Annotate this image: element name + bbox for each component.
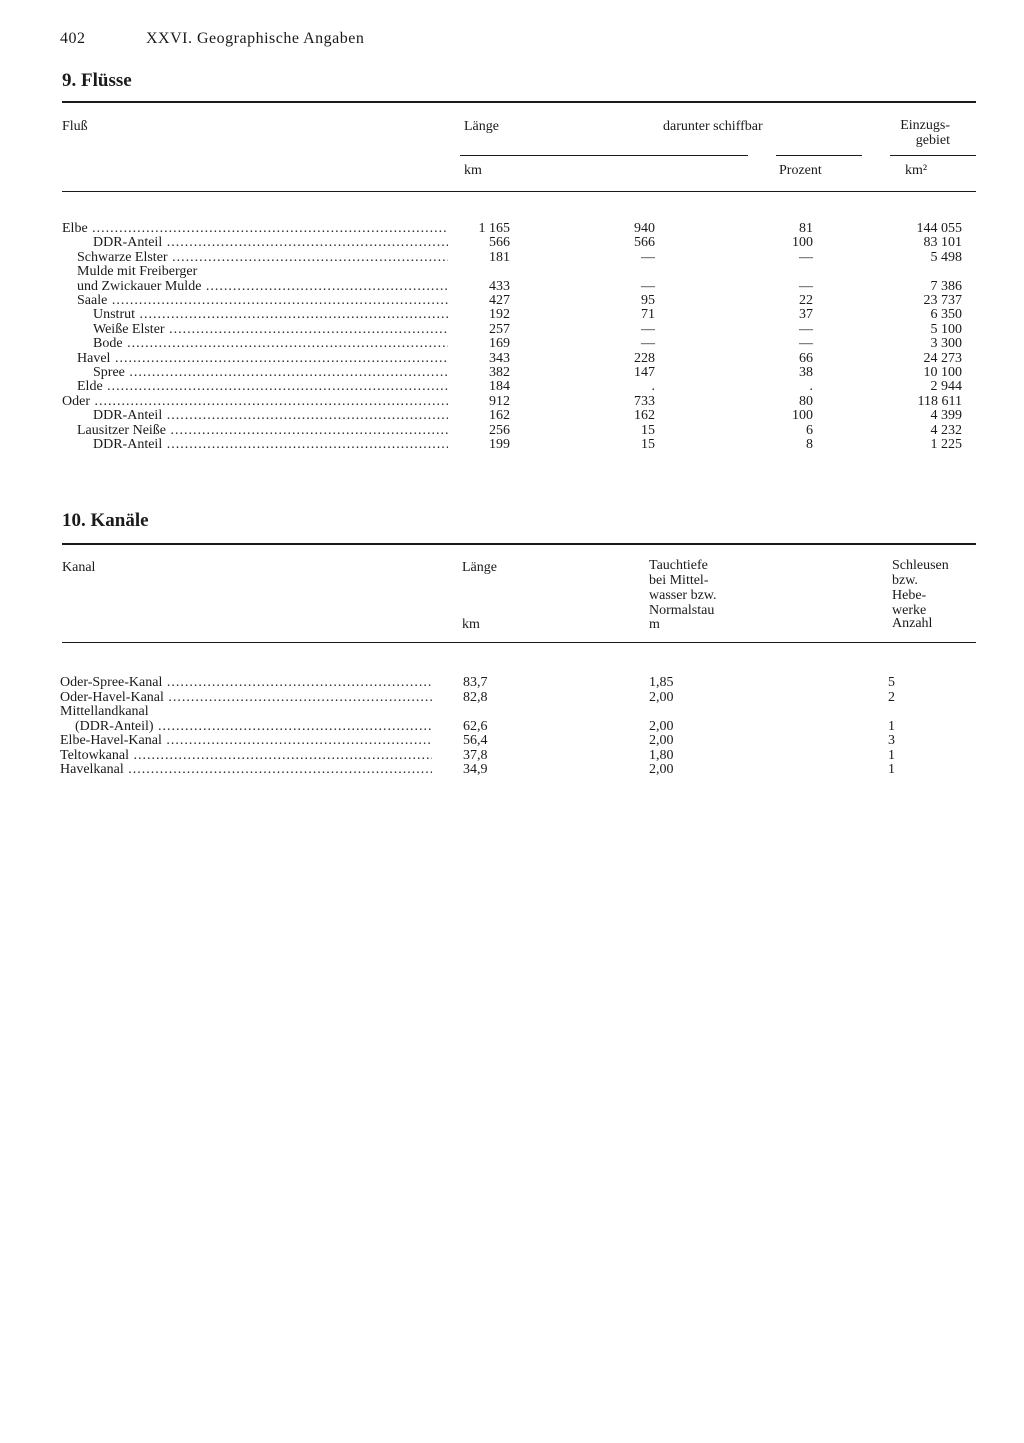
river-length: 427 xyxy=(489,293,510,308)
river-navigable-percent: 22 xyxy=(799,293,813,308)
canals-section-title: 10. Kanäle xyxy=(62,510,149,531)
rivers-header-rule-length xyxy=(460,155,748,156)
river-navigable-km: 71 xyxy=(641,307,655,323)
table-row xyxy=(0,280,1024,294)
river-navigable-percent: 6 xyxy=(806,422,813,438)
canal-locks: 2 xyxy=(888,689,895,705)
rivers-unit-length: km xyxy=(464,163,482,178)
rivers-section-title: 9. Flüsse xyxy=(62,70,132,91)
river-navigable-km: 162 xyxy=(634,408,655,424)
river-name: Weiße Elster ..... xyxy=(93,323,448,337)
rivers-header-name: Fluß xyxy=(62,119,88,134)
canal-depth: 2,00 xyxy=(649,689,674,705)
canals-header-name: Kanal xyxy=(62,560,96,575)
canal-name: Elbe-Havel-Kanal ..... xyxy=(60,734,432,748)
table-row xyxy=(0,438,1024,452)
canal-depth: 2,00 xyxy=(649,762,674,777)
river-basin: 83 101 xyxy=(923,235,962,251)
canal-locks: 1 xyxy=(888,747,895,763)
page-number: 402 xyxy=(60,30,86,47)
canal-depth: 2,00 xyxy=(649,718,674,734)
canal-length: 56,4 xyxy=(463,733,488,748)
canal-locks: 5 xyxy=(888,675,895,690)
river-length: 566 xyxy=(489,235,510,251)
river-navigable-percent: — xyxy=(799,336,813,352)
canals-unit-length: km xyxy=(462,617,480,632)
river-name: DDR-Anteil ..... xyxy=(93,409,448,423)
river-navigable-km: — xyxy=(641,249,655,265)
table-row xyxy=(0,395,1024,409)
table-row xyxy=(0,337,1024,351)
river-basin: 24 273 xyxy=(923,350,962,366)
river-navigable-km: — xyxy=(641,321,655,337)
river-navigable-percent: — xyxy=(799,321,813,337)
river-navigable-km: 95 xyxy=(641,293,655,308)
canal-locks: 3 xyxy=(888,733,895,748)
river-length: 169 xyxy=(489,336,510,352)
river-length: 256 xyxy=(489,422,510,438)
river-basin: 6 350 xyxy=(930,307,962,323)
rivers-header-rule-basin xyxy=(890,155,976,156)
river-navigable-km: — xyxy=(641,278,655,294)
river-navigable-percent: 8 xyxy=(806,437,813,452)
river-name: Bode ..... xyxy=(93,337,448,351)
canal-locks: 1 xyxy=(888,762,895,777)
river-basin: 144 055 xyxy=(916,221,962,236)
river-length: 162 xyxy=(489,408,510,424)
canal-length: 83,7 xyxy=(463,675,488,690)
table-row xyxy=(0,323,1024,337)
river-name: Oder ..... xyxy=(62,395,448,409)
table-row xyxy=(0,236,1024,250)
canal-length: 82,8 xyxy=(463,689,488,705)
table-row xyxy=(0,691,1024,705)
table-row xyxy=(0,424,1024,438)
table-row xyxy=(0,352,1024,366)
river-navigable-percent: 100 xyxy=(792,408,813,424)
canals-unit-locks: Anzahl xyxy=(892,616,933,631)
canal-locks: 1 xyxy=(888,718,895,734)
river-navigable-percent: 38 xyxy=(799,365,813,380)
table-row xyxy=(0,720,1024,734)
canal-name: Teltowkanal ..... xyxy=(60,749,432,763)
river-navigable-km: 228 xyxy=(634,350,655,366)
river-basin: 5 498 xyxy=(930,249,962,265)
table-row xyxy=(0,308,1024,322)
river-basin: 2 944 xyxy=(930,379,962,395)
river-navigable-km: 15 xyxy=(641,437,655,452)
canals-header-length: Länge xyxy=(462,560,497,575)
canals-top-rule xyxy=(62,543,976,545)
rivers-top-rule xyxy=(62,101,976,103)
river-navigable-km: . xyxy=(651,379,655,395)
river-name: Elde ..... xyxy=(77,380,448,394)
canal-depth: 1,80 xyxy=(649,747,674,763)
river-basin: 4 399 xyxy=(930,408,962,424)
canal-depth: 2,00 xyxy=(649,733,674,748)
river-name: und Zwickauer Mulde ..... xyxy=(77,280,448,294)
river-navigable-percent: 81 xyxy=(799,221,813,236)
river-name: Spree ..... xyxy=(93,366,448,380)
river-name: Elbe ..... xyxy=(62,222,448,236)
canal-name: Mittellandkanal xyxy=(60,705,149,719)
river-basin: 1 225 xyxy=(930,437,962,452)
river-navigable-percent: . xyxy=(809,379,813,395)
table-row xyxy=(0,409,1024,423)
canal-name: Oder-Havel-Kanal ..... xyxy=(60,691,432,705)
canals-header-locks: Schleusen bzw. Hebe- werke xyxy=(892,558,949,618)
river-navigable-km: 566 xyxy=(634,235,655,251)
river-basin: 10 100 xyxy=(923,365,962,380)
river-navigable-percent: 80 xyxy=(799,393,813,409)
canals-header-depth: Tauchtiefe bei Mittel- wasser bzw. Normalstau xyxy=(649,558,717,618)
table-row xyxy=(0,763,1024,777)
river-name: Saale ..... xyxy=(77,294,448,308)
table-row xyxy=(0,380,1024,394)
canals-unit-depth: m xyxy=(649,617,660,632)
river-length: 912 xyxy=(489,393,510,409)
table-row xyxy=(0,705,1024,719)
river-navigable-percent: 100 xyxy=(792,235,813,251)
river-navigable-percent: — xyxy=(799,249,813,265)
river-basin: 118 611 xyxy=(917,393,962,409)
river-name: Unstrut ..... xyxy=(93,308,448,322)
canal-length: 62,6 xyxy=(463,718,488,734)
canal-length: 37,8 xyxy=(463,747,488,763)
river-length: 1 165 xyxy=(478,221,510,236)
river-navigable-percent: 66 xyxy=(799,350,813,366)
rivers-header-length: Länge xyxy=(464,119,499,134)
table-row xyxy=(0,749,1024,763)
rivers-header-bottom-rule xyxy=(62,191,976,192)
river-name: Havel ..... xyxy=(77,352,448,366)
river-length: 181 xyxy=(489,249,510,265)
river-basin: 7 386 xyxy=(930,278,962,294)
river-name: Mulde mit Freiberger xyxy=(77,265,198,280)
rivers-header-rule-percent xyxy=(776,155,862,156)
canals-header-bottom-rule xyxy=(62,642,976,643)
table-row xyxy=(0,366,1024,380)
river-basin: 4 232 xyxy=(930,422,962,438)
river-navigable-km: 15 xyxy=(641,422,655,438)
river-navigable-percent: 37 xyxy=(799,307,813,323)
river-length: 433 xyxy=(489,278,510,294)
river-basin: 23 737 xyxy=(923,293,962,308)
river-navigable-km: 733 xyxy=(634,393,655,409)
table-row xyxy=(0,265,1024,279)
river-length: 184 xyxy=(489,379,510,395)
river-basin: 3 300 xyxy=(930,336,962,352)
canal-length: 34,9 xyxy=(463,762,488,777)
river-navigable-percent: — xyxy=(799,278,813,294)
table-row xyxy=(0,222,1024,236)
river-length: 192 xyxy=(489,307,510,323)
river-name: Lausitzer Neiße ..... xyxy=(77,424,448,438)
river-length: 257 xyxy=(489,321,510,337)
canal-name: Oder-Spree-Kanal ..... xyxy=(60,676,432,690)
page-header xyxy=(60,30,364,48)
river-length: 382 xyxy=(489,365,510,380)
river-navigable-km: 940 xyxy=(634,221,655,236)
table-row xyxy=(0,294,1024,308)
table-row xyxy=(0,734,1024,748)
canal-name: (DDR-Anteil) ..... xyxy=(75,720,432,734)
chapter-title: XXVI. Geographische Angaben xyxy=(146,30,365,47)
table-row xyxy=(0,251,1024,265)
canal-name: Havelkanal ..... xyxy=(60,763,432,777)
river-basin: 5 100 xyxy=(930,321,962,337)
canal-depth: 1,85 xyxy=(649,675,674,690)
rivers-header-navigable: darunter schiffbar xyxy=(663,119,763,134)
river-length: 199 xyxy=(489,437,510,452)
rivers-unit-basin: km² xyxy=(905,163,928,178)
river-name: Schwarze Elster ..... xyxy=(77,251,448,265)
rivers-unit-percent: Prozent xyxy=(779,163,822,178)
river-navigable-km: — xyxy=(641,336,655,352)
river-name: DDR-Anteil ..... xyxy=(93,438,448,452)
river-length: 343 xyxy=(489,350,510,366)
river-name: DDR-Anteil ..... xyxy=(93,236,448,250)
river-navigable-km: 147 xyxy=(634,365,655,380)
table-row xyxy=(0,676,1024,690)
rivers-header-basin: Einzugs- gebiet xyxy=(900,118,950,148)
